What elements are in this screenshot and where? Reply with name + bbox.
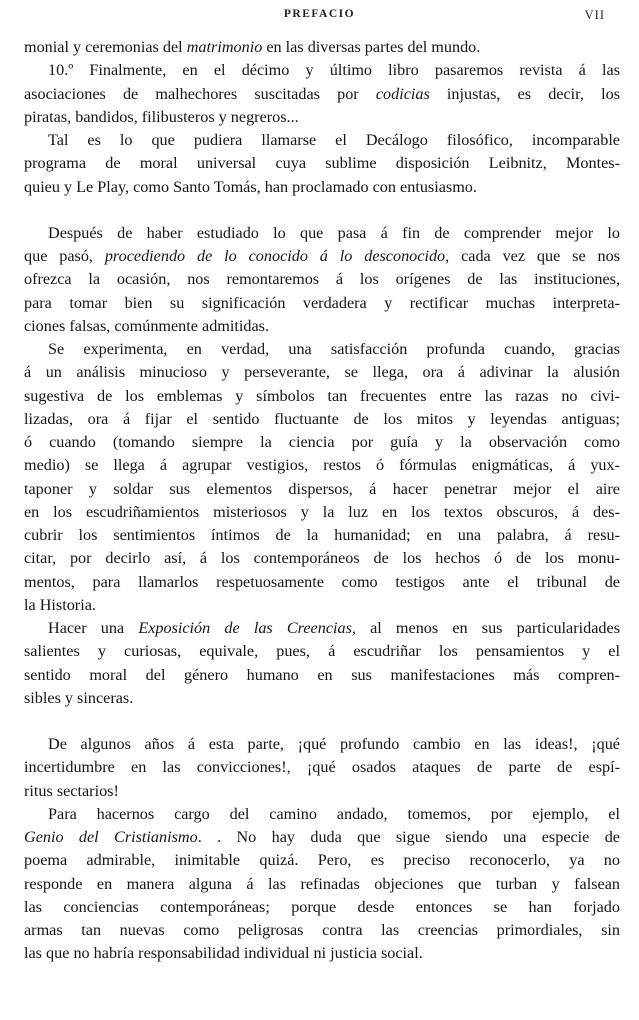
text-line bbox=[24, 385, 620, 408]
italic-text: Genio del Cristianismo bbox=[24, 828, 198, 846]
text-run: que pasó, bbox=[24, 247, 105, 265]
text-run: para tomar bien su significación verdadera y rectificar muchas interpreta- bbox=[24, 293, 620, 312]
paragraph bbox=[24, 129, 620, 199]
text-line bbox=[24, 664, 620, 687]
text-line bbox=[24, 106, 620, 129]
text-line bbox=[24, 245, 620, 268]
text-run: sugestiva de los emblemas y símbolos tan frecuentes entre las razas no civi- bbox=[24, 386, 620, 405]
page-number: VII bbox=[584, 8, 605, 22]
text-run: en los escudriñamientos misteriosos y la luz en los textos obscuros, á des- bbox=[24, 502, 620, 521]
paragraph bbox=[24, 803, 620, 966]
text-run: responde en manera alguna á las refinadas objeciones que turban y falsean bbox=[24, 874, 620, 893]
text-run: ofrezca la ocasión, nos remontaremos á los orígenes de las instituciones, bbox=[24, 270, 620, 289]
paragraph bbox=[24, 338, 620, 617]
text-run: , cada vez que se nos bbox=[445, 247, 620, 265]
text-line bbox=[24, 733, 620, 756]
text-line bbox=[24, 919, 620, 942]
paragraph bbox=[24, 733, 620, 803]
text-line bbox=[24, 617, 620, 640]
text-run: 10.º Finalmente, en el décimo y último libro pasaremos revista á las bbox=[48, 61, 620, 80]
text-line bbox=[24, 129, 620, 152]
text-run: De algunos años á esta parte, ¡qué profundo cambio en las ideas!, ¡qué bbox=[48, 735, 620, 753]
text-run: las conciencias contemporáneas; porque desde entonces se han forjado bbox=[24, 897, 620, 916]
text-line bbox=[24, 59, 620, 82]
paragraph bbox=[24, 222, 620, 338]
text-run: injustas, es decir, los bbox=[429, 84, 620, 103]
text-run: ó cuando (tomando siempre la ciencia por guía y la observación como bbox=[24, 433, 620, 451]
text-run: en las diversas partes del mundo. bbox=[262, 38, 481, 56]
text-line bbox=[24, 222, 620, 245]
text-run: Hacer una bbox=[48, 619, 139, 637]
running-head: PREFACIO bbox=[283, 8, 356, 20]
text-run: mentos, para llamarlos respetuosamente como testigos ante el tribunal de bbox=[24, 572, 620, 591]
italic-text: procediendo de lo conocido á lo desconocido bbox=[104, 247, 446, 265]
text-line bbox=[24, 849, 620, 872]
text-line bbox=[24, 338, 620, 361]
paragraph bbox=[24, 59, 620, 129]
paragraph bbox=[24, 36, 620, 59]
text-line bbox=[24, 361, 620, 384]
text-run: asociaciones de malhechores suscitadas por bbox=[24, 84, 376, 103]
text-line bbox=[24, 873, 620, 896]
text-run: ciones falsas, comúnmente admitidas. bbox=[24, 316, 269, 335]
text-line bbox=[24, 152, 620, 175]
text-run: la Historia. bbox=[24, 595, 96, 614]
text-line bbox=[24, 478, 620, 501]
text-run: cubrir los sentimientos íntimos de la humanidad; en una palabra, á resu- bbox=[24, 526, 620, 544]
text-line bbox=[24, 780, 620, 803]
text-line bbox=[24, 431, 620, 454]
italic-text: Exposición de las Creencias, bbox=[138, 619, 356, 637]
text-line bbox=[24, 756, 620, 779]
text-run: programa de moral universal cuya sublime disposición Leibnitz, Montes- bbox=[24, 154, 620, 173]
italic-text: codicias bbox=[375, 84, 430, 103]
text-line bbox=[24, 687, 620, 710]
text-line bbox=[24, 896, 620, 919]
paragraph bbox=[24, 617, 620, 710]
text-line bbox=[24, 594, 620, 617]
page-header bbox=[26, 8, 613, 28]
text-line bbox=[24, 292, 620, 315]
text-run: Se experimenta, en verdad, una satisfacción profunda cuando, gracias bbox=[48, 340, 620, 358]
text-run: . . No hay duda que sigue siendo una especie de bbox=[197, 828, 620, 846]
body-text bbox=[24, 36, 620, 966]
text-line bbox=[24, 803, 620, 826]
text-line bbox=[24, 942, 620, 965]
text-line bbox=[24, 571, 620, 594]
text-run: Después de haber estudiado lo que pasa á fin de comprender mejor lo bbox=[48, 223, 620, 242]
text-run: al menos en sus particularidades bbox=[355, 619, 620, 637]
paragraph-gap bbox=[24, 710, 620, 733]
text-run: Para hacernos cargo del camino andado, tomemos, por ejemplo, el bbox=[48, 804, 620, 823]
paragraph-gap bbox=[24, 199, 620, 222]
text-run: á un análisis minucioso y perseverante, se llega, ora á adivinar la alusión bbox=[24, 363, 620, 382]
text-run: piratas, bandidos, filibusteros y negreros... bbox=[24, 107, 299, 126]
text-line bbox=[24, 826, 620, 849]
text-run: armas tan nuevas como peligrosas contra las creencias primordiales, sin bbox=[24, 921, 620, 939]
text-run: poema admirable, inimitable quizá. Pero, es preciso reconocerlo, ya no bbox=[24, 851, 620, 870]
italic-text: matrimonio bbox=[186, 38, 263, 56]
text-run: salientes y curiosas, equivale, pues, á escudriñar los pensamientos y el bbox=[24, 642, 620, 661]
text-run: sibles y sinceras. bbox=[24, 688, 134, 707]
text-line bbox=[24, 501, 620, 524]
text-run: medio) se llega á agrupar vestigios, restos ó fórmulas enigmáticas, á yux- bbox=[24, 456, 620, 475]
text-run: citar, por decirlo así, á los contemporáneos de los hechos ó de los monu- bbox=[24, 549, 620, 568]
text-line bbox=[24, 640, 620, 663]
text-run: sentido moral del género humano en sus manifestaciones más compren- bbox=[24, 665, 620, 684]
text-line bbox=[24, 547, 620, 570]
text-line bbox=[24, 315, 620, 338]
text-run: monial y ceremonias del bbox=[24, 38, 187, 56]
text-run: las que no habría responsabilidad individual ni justicia social. bbox=[24, 944, 423, 963]
text-line bbox=[24, 524, 620, 547]
text-line bbox=[24, 454, 620, 477]
text-line bbox=[24, 176, 620, 199]
text-line bbox=[24, 268, 620, 291]
text-run: lizadas, ora á fijar el sentido fluctuante de los mitos y leyendas antiguas; bbox=[24, 409, 620, 428]
text-line bbox=[24, 408, 620, 431]
text-run: taponer y soldar sus elementos dispersos, á hacer penetrar mejor el aire bbox=[24, 479, 620, 498]
text-run: ritus sectarios! bbox=[24, 781, 119, 800]
text-run: incertidumbre en las convicciones!, ¡qué osados ataques de parte de espí- bbox=[24, 758, 620, 777]
text-run: quieu y Le Play, como Santo Tomás, han proclamado con entusiasmo. bbox=[24, 177, 477, 196]
text-run: Tal es lo que pudiera llamarse el Decálogo filosófico, incomparable bbox=[48, 131, 620, 149]
text-line bbox=[24, 36, 620, 59]
text-line bbox=[24, 83, 620, 106]
